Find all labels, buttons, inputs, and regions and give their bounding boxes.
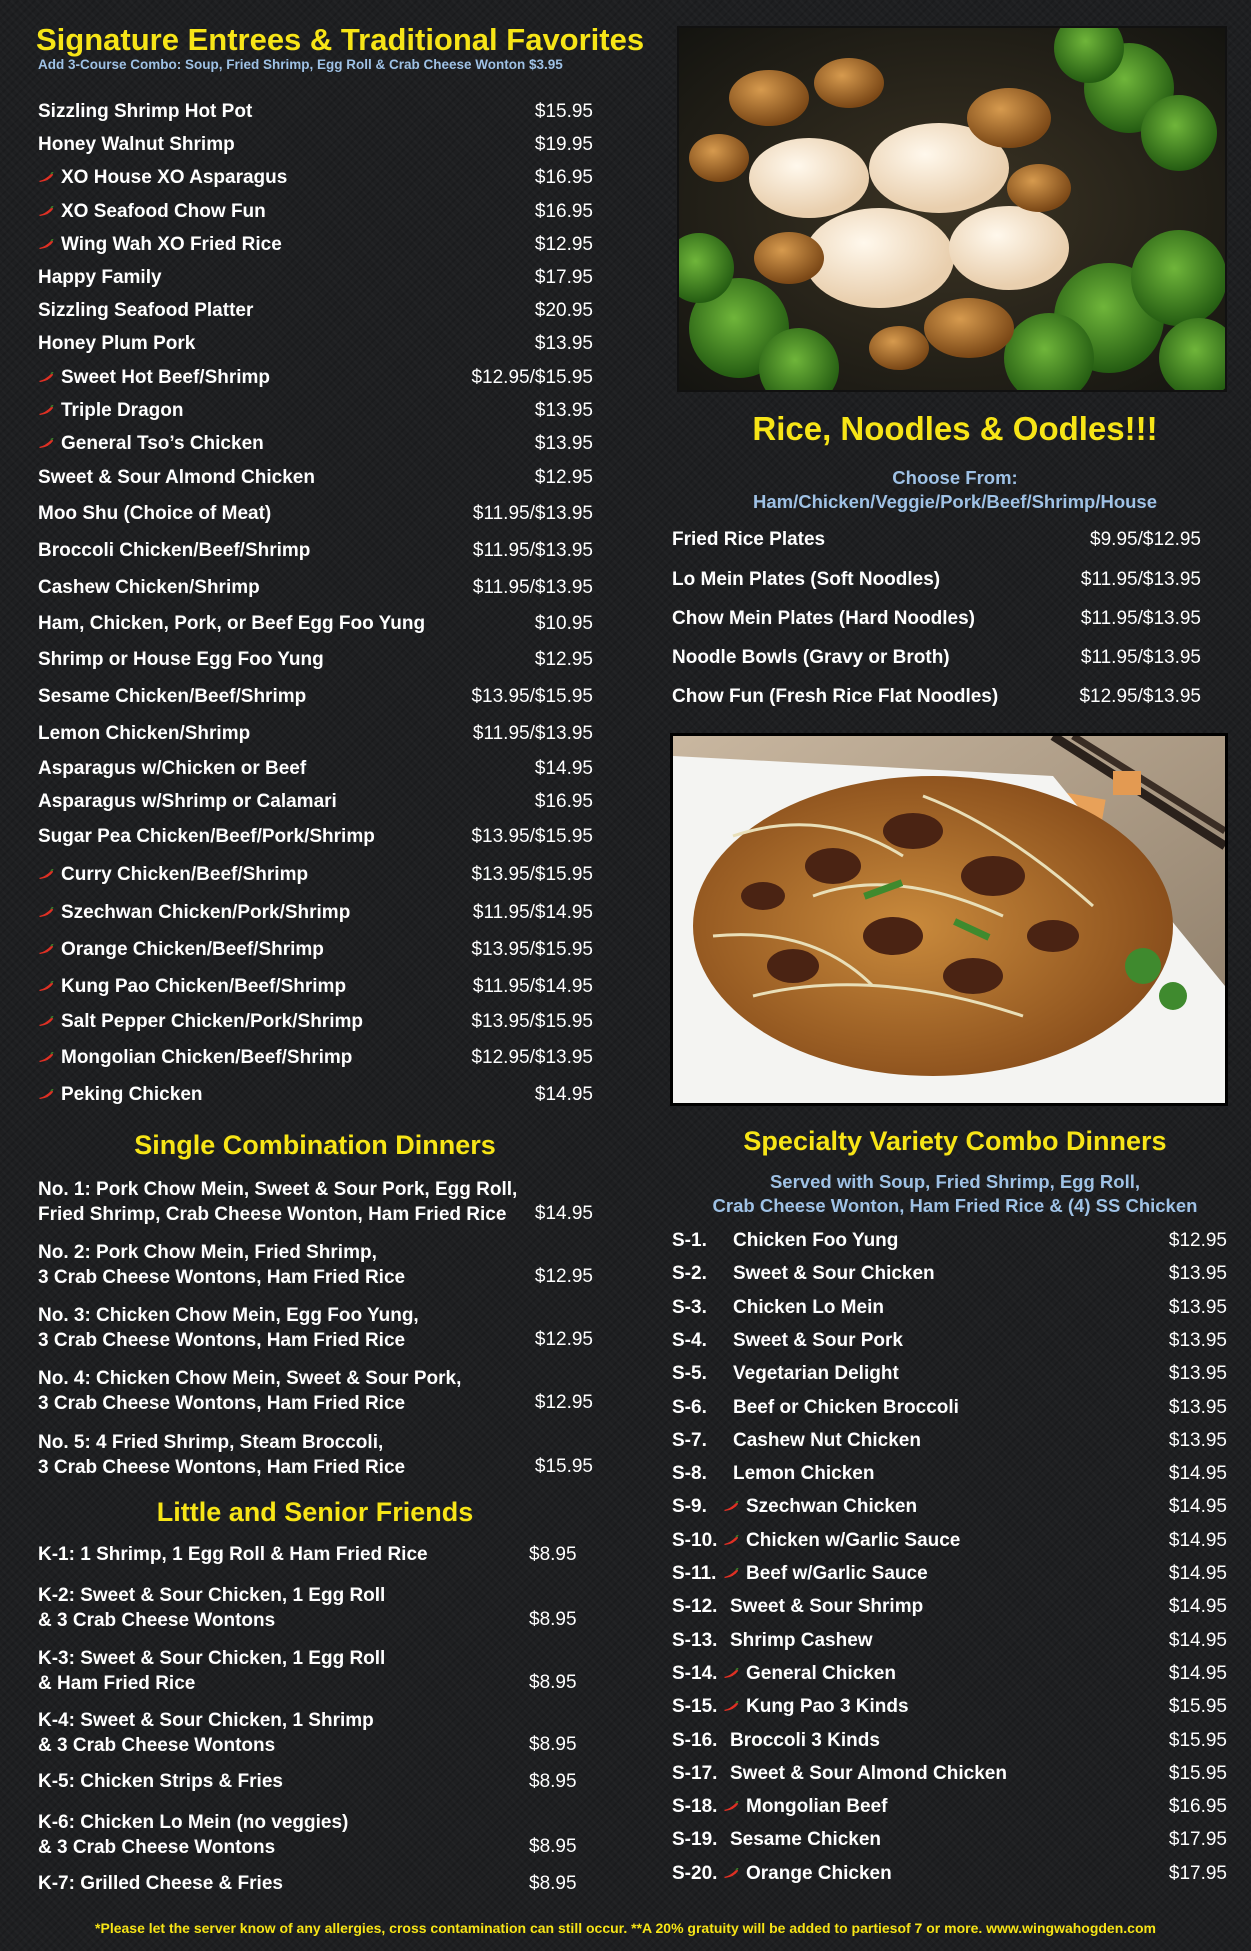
rice-item-price: $11.95/$13.95 [1080,647,1201,668]
menu-item-price: $12.95 [534,234,593,255]
specialty-code: S-9. [672,1496,707,1517]
specialty-code: S-6. [672,1397,707,1418]
menu-item-label: Salt Pepper Chicken/Pork/Shrimp [61,1011,363,1032]
chili-icon [723,1568,739,1578]
specialty-name-label: Chicken Foo Yung [733,1230,899,1251]
specialty-name-label: Sweet & Sour Almond Chicken [730,1763,1007,1784]
chili-icon [38,869,54,879]
specialty-code: S-19. [672,1829,718,1850]
specialty-subtitle-1: Served with Soup, Fried Shrimp, Egg Roll, [769,1171,1141,1192]
menu-item-name [38,503,271,525]
specialty-price: $14.95 [1168,1563,1227,1584]
rice-item-name: Lo Mein Plates (Soft Noodles) [672,569,941,590]
rice-item-name: Noodle Bowls (Gravy or Broth) [672,647,950,668]
specialty-code: S-15. [672,1696,718,1717]
specialty-name-label: General Chicken [746,1663,896,1684]
specialty-name [723,1496,917,1518]
specialty-name [723,1696,909,1718]
combo-name: No. 3: Chicken Chow Mein, Egg Foo Yung, 3 Crab Cheese Wontons, Ham Fried Rice [38,1305,419,1351]
specialty-price: $16.95 [1168,1796,1227,1817]
specialty-price: $14.95 [1168,1630,1227,1651]
menu-item-price: $11.95/$13.95 [472,503,593,524]
menu-item-name [38,234,282,256]
menu-item-name [38,826,375,848]
specialty-name [733,1363,899,1385]
specialty-name-label: Sweet & Sour Shrimp [730,1596,924,1617]
menu-item-name [38,167,287,189]
specialty-code: S-10. [672,1530,718,1551]
combo-name: No. 4: Chicken Chow Mein, Sweet & Sour Pork, 3 Crab Cheese Wontons, Ham Fried Rice [38,1368,462,1414]
footer-note: *Please let the server know of any allergies, cross contamination can still occur. **A 20% gratuity will be added to partiesof 7 or more. www.wingwahogden.com [95,1920,1156,1936]
menu-item-label: Moo Shu (Choice of Meat) [38,503,272,524]
specialty-name-label: Szechwan Chicken [746,1496,918,1517]
chili-icon [723,1868,739,1878]
menu-item-name [38,577,260,599]
specialty-code: S-17. [672,1763,718,1784]
specialty-price: $17.95 [1168,1829,1227,1850]
menu-item-price: $15.95 [534,101,593,122]
menu-item-name [38,613,425,635]
specialty-price: $14.95 [1168,1463,1227,1484]
rice-item-price: $9.95/$12.95 [1090,529,1201,550]
chili-icon [723,1501,739,1511]
menu-item-name [38,540,310,562]
specialty-code: S-11. [672,1563,717,1584]
menu-item-label: Mongolian Chicken/Beef/Shrimp [61,1047,353,1068]
menu-item-price: $12.95/$15.95 [471,367,593,388]
specialty-name-label: Vegetarian Delight [733,1363,899,1384]
specialty-title: Specialty Variety Combo Dinners [743,1126,1167,1156]
menu-item-name [38,864,308,886]
chili-icon [38,1016,54,1026]
specialty-subtitle-2: Crab Cheese Wonton, Ham Fried Rice & (4) SS Chicken [712,1195,1198,1216]
specialty-name-label: Kung Pao 3 Kinds [746,1696,909,1717]
specialty-name [723,1563,928,1585]
menu-item-price: $13.95/$15.95 [471,864,593,885]
rice-item-price: $12.95/$13.95 [1079,686,1201,707]
specialty-code: S-7. [672,1430,707,1451]
menu-item-label: Sweet & Sour Almond Chicken [38,467,315,488]
specialty-price: $14.95 [1168,1663,1227,1684]
menu-item-name [38,433,264,455]
specialty-price: $13.95 [1168,1330,1227,1351]
chili-icon [38,1052,54,1062]
chili-icon [723,1801,739,1811]
rice-item-price: $11.95/$13.95 [1080,569,1201,590]
kids-item-price: $8.95 [529,1734,577,1755]
rice-item-price: $11.95/$13.95 [1080,608,1201,629]
kids-item-price: $8.95 [529,1836,577,1857]
menu-item-name [38,791,337,813]
menu-item-label: Sweet Hot Beef/Shrimp [61,367,271,388]
menu-item-name [38,367,270,389]
specialty-code: S-16. [672,1730,718,1751]
menu-item-name [38,1047,352,1069]
menu-item-label: Kung Pao Chicken/Beef/Shrimp [61,976,347,997]
chili-icon [38,981,54,991]
rice-item-name: Fried Rice Plates [672,529,826,550]
single-combo-title: Single Combination Dinners [134,1130,496,1160]
menu-item-label: Ham, Chicken, Pork, or Beef Egg Foo Yung [38,613,426,634]
menu-item-price: $10.95 [534,613,593,634]
menu-item-name [38,300,253,322]
specialty-name-label: Sweet & Sour Pork [733,1330,903,1351]
specialty-price: $15.95 [1168,1696,1227,1717]
specialty-name [733,1463,874,1485]
menu-item-price: $13.95 [534,333,593,354]
kids-item-name: K-2: Sweet & Sour Chicken, 1 Egg Roll & 3 Crab Cheese Wontons [38,1585,386,1631]
menu-item-label: XO House XO Asparagus [61,167,288,188]
menu-item-label: Sizzling Seafood Platter [38,300,254,321]
specialty-name [733,1230,898,1252]
kids-title: Little and Senior Friends [156,1497,474,1527]
menu-item-price: $11.95/$14.95 [472,902,593,923]
chili-icon [723,1701,739,1711]
menu-item-name [38,758,306,780]
menu-item-name [38,267,162,289]
chili-icon [38,206,54,216]
menu-item-label: Lemon Chicken/Shrimp [38,723,251,744]
menu-item-label: General Tso’s Chicken [61,433,264,454]
specialty-price: $14.95 [1168,1530,1227,1551]
rice-item-name: Chow Fun (Fresh Rice Flat Noodles) [672,686,999,707]
menu-item-price: $12.95/$13.95 [471,1047,593,1068]
kids-item-name: K-6: Chicken Lo Mein (no veggies) & 3 Crab Cheese Wontons [38,1812,349,1858]
specialty-name-label: Beef w/Garlic Sauce [746,1563,928,1584]
specialty-code: S-4. [672,1330,707,1351]
chili-icon [723,1535,739,1545]
specialty-name-label: Beef or Chicken Broccoli [733,1397,959,1418]
combo-price: $12.95 [534,1329,593,1350]
menu-item-label: XO Seafood Chow Fun [61,201,266,222]
kids-item-name: K-1: 1 Shrimp, 1 Egg Roll & Ham Fried Rice [38,1544,428,1565]
menu-item-name [38,902,350,924]
specialty-price: $15.95 [1168,1730,1227,1751]
menu-item-label: Orange Chicken/Beef/Shrimp [61,939,324,960]
specialty-name-label: Sweet & Sour Chicken [733,1263,935,1284]
specialty-name [733,1330,903,1352]
specialty-name [733,1430,921,1452]
menu-item-name [38,723,250,745]
menu-item-name [38,686,306,708]
menu-item-price: $16.95 [534,201,593,222]
menu-item-label: Honey Walnut Shrimp [38,134,235,155]
kids-item-name: K-3: Sweet & Sour Chicken, 1 Egg Roll & Ham Fried Rice [38,1648,386,1694]
combo-name: No. 1: Pork Chow Mein, Sweet & Sour Pork, Egg Roll, Fried Shrimp, Crab Cheese Wonton, Ham Fried Rice [38,1179,518,1225]
menu-item-label: Shrimp or House Egg Foo Yung [38,649,324,670]
specialty-name-label: Broccoli 3 Kinds [730,1730,880,1751]
menu-item-price: $11.95/$13.95 [472,723,593,744]
menu-item-label: Sugar Pea Chicken/Beef/Pork/Shrimp [38,826,375,847]
signature-title: Signature Entrees & Traditional Favorites [36,22,645,57]
menu-item-price: $13.95/$15.95 [471,826,593,847]
specialty-code: S-1. [672,1230,707,1251]
choose-options: Ham/Chicken/Veggie/Pork/Beef/Shrimp/House [752,491,1158,512]
specialty-price: $14.95 [1168,1596,1227,1617]
menu-item-price: $20.95 [534,300,593,321]
menu-item-price: $11.95/$13.95 [472,577,593,598]
specialty-name-label: Chicken Lo Mein [733,1297,884,1318]
specialty-code: S-14. [672,1663,718,1684]
specialty-name [730,1763,1007,1785]
menu-item-label: Szechwan Chicken/Pork/Shrimp [61,902,351,923]
specialty-price: $14.95 [1168,1496,1227,1517]
specialty-code: S-12. [672,1596,718,1617]
specialty-code: S-2. [672,1263,707,1284]
specialty-code: S-18. [672,1796,718,1817]
menu-item-name [38,101,252,123]
specialty-name [723,1796,887,1818]
menu-item-label: Sizzling Shrimp Hot Pot [38,101,253,122]
menu-item-price: $16.95 [534,167,593,188]
menu-item-name [38,134,235,156]
menu-item-name [38,467,315,489]
menu-item-label: Happy Family [38,267,162,288]
specialty-name-label: Cashew Nut Chicken [733,1430,921,1451]
menu-item-name [38,400,183,422]
specialty-price: $13.95 [1168,1430,1227,1451]
menu-item-price: $12.95 [534,467,593,488]
menu-item-price: $12.95 [534,649,593,670]
combo-price: $12.95 [534,1266,593,1287]
menu-item-price: $11.95/$14.95 [472,976,593,997]
honey-walnut-shrimp-photo [677,26,1227,392]
specialty-code: S-13. [672,1630,718,1651]
menu-item-price: $14.95 [534,758,593,779]
menu-item-price: $11.95/$13.95 [472,540,593,561]
specialty-name [723,1663,896,1685]
menu-item-price: $17.95 [534,267,593,288]
chili-icon [38,372,54,382]
chili-icon [38,438,54,448]
chili-icon [38,1089,54,1099]
specialty-name-label: Shrimp Cashew [730,1630,873,1651]
menu-item-name [38,976,346,998]
specialty-price: $13.95 [1168,1363,1227,1384]
menu-item-label: Cashew Chicken/Shrimp [38,577,260,598]
specialty-name [733,1297,884,1319]
menu-item-name [38,201,266,223]
kids-item-price: $8.95 [529,1609,577,1630]
specialty-name [723,1530,960,1552]
menu-item-label: Peking Chicken [61,1084,203,1105]
choose-label: Choose From: [892,467,1018,488]
kids-item-name: K-4: Sweet & Sour Chicken, 1 Shrimp & 3 Crab Cheese Wontons [38,1710,374,1756]
menu-item-name [38,1084,203,1106]
combo-name: No. 2: Pork Chow Mein, Fried Shrimp, 3 Crab Cheese Wontons, Ham Fried Rice [38,1242,406,1288]
menu-item-name [38,649,324,671]
specialty-price: $12.95 [1168,1230,1227,1251]
specialty-name [730,1829,881,1851]
menu-item-label: Broccoli Chicken/Beef/Shrimp [38,540,311,561]
specialty-code: S-20. [672,1863,718,1884]
menu-item-price: $14.95 [534,1084,593,1105]
rice-item-name: Chow Mein Plates (Hard Noodles) [672,608,975,629]
menu-item-name [38,939,324,961]
chow-fun-photo [670,733,1228,1106]
menu-item-price: $19.95 [534,134,593,155]
menu-item-price: $13.95 [534,400,593,421]
menu-item-label: Asparagus w/Shrimp or Calamari [38,791,337,812]
specialty-name-label: Lemon Chicken [733,1463,875,1484]
specialty-name [733,1263,935,1285]
menu-item-price: $13.95/$15.95 [471,939,593,960]
chili-icon [38,239,54,249]
kids-item-name: K-7: Grilled Cheese & Fries [38,1873,283,1894]
menu-item-label: Wing Wah XO Fried Rice [61,234,282,255]
specialty-name [730,1630,873,1652]
menu-item-name [38,333,195,355]
menu-item-price: $13.95 [534,433,593,454]
specialty-price: $17.95 [1168,1863,1227,1884]
menu-item-name [38,1011,363,1033]
combo-name: No. 5: 4 Fried Shrimp, Steam Broccoli, 3 Crab Cheese Wontons, Ham Fried Rice [38,1432,406,1478]
specialty-price: $13.95 [1168,1397,1227,1418]
specialty-code: S-8. [672,1463,707,1484]
specialty-name [723,1863,892,1885]
menu-item-price: $13.95/$15.95 [471,686,593,707]
chili-icon [723,1668,739,1678]
menu-item-label: Curry Chicken/Beef/Shrimp [61,864,309,885]
menu-item-label: Asparagus w/Chicken or Beef [38,758,307,779]
specialty-price: $15.95 [1168,1763,1227,1784]
combo-price: $15.95 [534,1456,593,1477]
specialty-name [730,1730,880,1752]
kids-item-price: $8.95 [529,1672,577,1693]
combo-price: $12.95 [534,1392,593,1413]
specialty-name-label: Orange Chicken [746,1863,892,1884]
chili-icon [38,405,54,415]
chili-icon [38,907,54,917]
kids-item-name: K-5: Chicken Strips & Fries [38,1771,283,1792]
specialty-price: $13.95 [1168,1263,1227,1284]
menu-item-label: Triple Dragon [61,400,184,421]
signature-subtitle: Add 3-Course Combo: Soup, Fried Shrimp, Egg Roll & Crab Cheese Wonton $3.95 [38,57,563,72]
specialty-name [733,1397,959,1419]
specialty-name [730,1596,923,1618]
specialty-name-label: Mongolian Beef [746,1796,888,1817]
kids-item-price: $8.95 [529,1771,577,1792]
kids-item-price: $8.95 [529,1873,577,1894]
specialty-price: $13.95 [1168,1297,1227,1318]
chili-icon [38,172,54,182]
specialty-code: S-3. [672,1297,707,1318]
specialty-code: S-5. [672,1363,707,1384]
chili-icon [38,944,54,954]
rice-noodles-title: Rice, Noodles & Oodles!!! [752,410,1158,447]
combo-price: $14.95 [534,1203,593,1224]
menu-item-price: $16.95 [534,791,593,812]
specialty-name-label: Chicken w/Garlic Sauce [746,1530,961,1551]
menu-item-label: Sesame Chicken/Beef/Shrimp [38,686,307,707]
menu-item-price: $13.95/$15.95 [471,1011,593,1032]
kids-item-price: $8.95 [529,1544,577,1565]
menu-item-label: Honey Plum Pork [38,333,196,354]
specialty-name-label: Sesame Chicken [730,1829,882,1850]
